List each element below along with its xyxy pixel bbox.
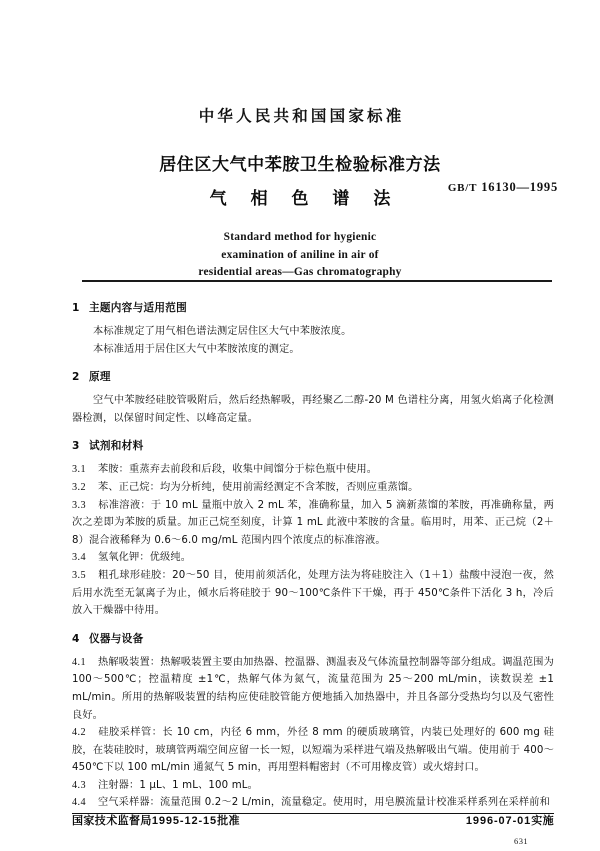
subclause-3-4 — [72, 549, 554, 567]
subclause-3-5 — [72, 567, 554, 620]
document-header — [0, 104, 600, 282]
footer-issuer: 国家技术监督局 — [72, 814, 152, 827]
clause-heading-4 — [72, 631, 554, 646]
subclause-3-2 — [72, 479, 554, 497]
footer-approval-suffix: 批准 — [217, 814, 240, 827]
subclause-number-4-2: 4.2 — [72, 727, 86, 739]
footer-effective — [466, 812, 554, 828]
clause-title-2: 原理 — [89, 371, 111, 384]
standard-number — [448, 180, 558, 195]
english-title — [0, 229, 600, 282]
clause-1-paragraph-1: 本标准规定了用气相色谱法测定居住区大气中苯胺浓度。 — [93, 326, 352, 337]
document-footer — [72, 812, 554, 828]
clause-1-paragraph-2: 本标准适用于居住区大气中苯胺浓度的测定。 — [93, 343, 300, 355]
clause-title-1: 主题内容与适用范围 — [89, 302, 188, 314]
clause-number-3: 3 — [72, 440, 80, 453]
title-block — [0, 150, 600, 209]
subclause-3-3 — [72, 497, 554, 550]
subclause-number-3-1: 3.1 — [72, 464, 86, 476]
subclause-text-4-3: 注射器：1 μL、1 mL、100 mL。 — [98, 779, 258, 791]
standard-number-value: 16130—1995 — [481, 180, 558, 194]
subclause-text-3-1: 苯胺：重蒸弃去前段和后段，收集中间馏分于棕色瓶中使用。 — [98, 464, 378, 476]
footer-effective-date: 1996-07-01 — [465, 815, 532, 827]
clause-heading-2 — [72, 369, 554, 384]
clause-heading-3 — [72, 438, 554, 453]
subclause-text-3-4: 氢氧化钾：优级纯。 — [98, 552, 192, 564]
subclause-text-4-2: 硅胶采样管：长 10 cm，内径 6 mm，外径 8 mm 的硬质玻璃管，内装已处理好的 600 mg 硅胶，在装硅胶时，玻璃管两端空间应留一长一短，以短端为采样进气端及热解吸出气端。使用前于 400～450℃下以 100 mL/min 通氮气 5 min，再用塑料帽密封（不可用橡皮管）或火熔封口。 — [72, 727, 554, 774]
subclause-number-3-2: 3.2 — [72, 481, 86, 493]
subclause-text-4-1: 热解吸装置：热解吸装置主要由加热器、控温器、测温表及气体流量控制器等部分组成。调温范围为 100～500℃；控温精度 ±1℃，热解气体为氮气，流量范围为 25～200 mL/min，读数误差 ±1 mL/min。所用的热解吸装置的结构应使硅胶管能方便地插入加热器中，并且各部分受热均匀以及气密性良好。 — [72, 656, 554, 721]
english-title-line-2: examination of aniline in air of — [221, 248, 379, 261]
subclause-4-3 — [72, 777, 554, 795]
subclause-text-3-3: 标准溶液：于 10 mL 量瓶中放入 2 mL 苯，准确称量，加入 5 滴新蒸馏的苯胺，再准确称量，两次之差即为苯胺的质量。加正己烷至刻度，计算 1 mL 此液中苯胺的含量。临用时，用苯、正己烷（2＋8）混合液稀释为 0.6～6.0 mg/mL 范围内四个浓度点的标准溶液。 — [72, 499, 554, 546]
subclause-4-2 — [72, 724, 554, 777]
footer-approval — [72, 812, 240, 828]
document-body — [72, 300, 554, 814]
clause-title-4: 仪器与设备 — [89, 632, 144, 645]
subclause-3-1 — [72, 461, 554, 479]
national-standard-heading: 中华人民共和国国家标准 — [198, 107, 405, 125]
subclause-text-3-5: 粗孔球形硅胶：20～50 目，使用前须活化，处理方法为将硅胶注入（1＋1）盐酸中浸泡一夜，然后用水洗至无氯离子为止，倾水后将硅胶于 90～100℃条件下干燥，再于 450℃条件下活化 3 h，冷后放入干燥器中待用。 — [72, 569, 554, 617]
document-title-line-1: 居住区大气中苯胺卫生检验标准方法 — [159, 155, 441, 175]
clause-heading-1 — [72, 300, 554, 315]
subclause-number-3-5: 3.5 — [72, 569, 86, 581]
footer-approval-date: 1995-12-15 — [151, 815, 218, 827]
subclause-number-4-1: 4.1 — [72, 656, 86, 668]
document-title-line-2: 气 相 色 谱 法 — [209, 189, 400, 209]
clause-number-2: 2 — [72, 371, 80, 384]
subclause-number-3-3: 3.3 — [72, 499, 86, 511]
subclause-number-3-4: 3.4 — [72, 552, 86, 564]
standard-number-prefix: GB/T — [447, 182, 478, 194]
subclause-number-4-3: 4.3 — [72, 779, 86, 791]
subclause-number-4-4: 4.4 — [72, 797, 86, 809]
header-divider-rule — [82, 280, 552, 282]
english-title-line-3: residential areas—Gas chromatography — [198, 266, 402, 278]
clause-2-paragraph-1: 空气中苯胺经硅胶管吸附后，然后经热解吸，再经聚乙二醇-20 M 色谱柱分离，用氢火焰离子化检测器检测，以保留时间定性、以峰高定量。 — [72, 395, 554, 424]
english-title-line-1: Standard method for hygienic — [223, 231, 377, 243]
subclause-text-3-2: 苯、正己烷：均为分析纯，使用前需经测定不含苯胺，否则应重蒸馏。 — [98, 481, 419, 493]
page-number: 631 — [514, 836, 528, 846]
clause-number-4: 4 — [72, 632, 80, 645]
subclause-text-4-4: 空气采样器：流量范围 0.2～2 L/min，流量稳定。使用时，用皂膜流量计校准采样系列在采样前和 — [98, 797, 550, 809]
clause-title-3: 试剂和材料 — [89, 440, 144, 453]
footer-effective-suffix: 实施 — [531, 814, 554, 827]
clause-number-1: 1 — [72, 302, 80, 314]
subclause-4-1 — [72, 654, 554, 724]
